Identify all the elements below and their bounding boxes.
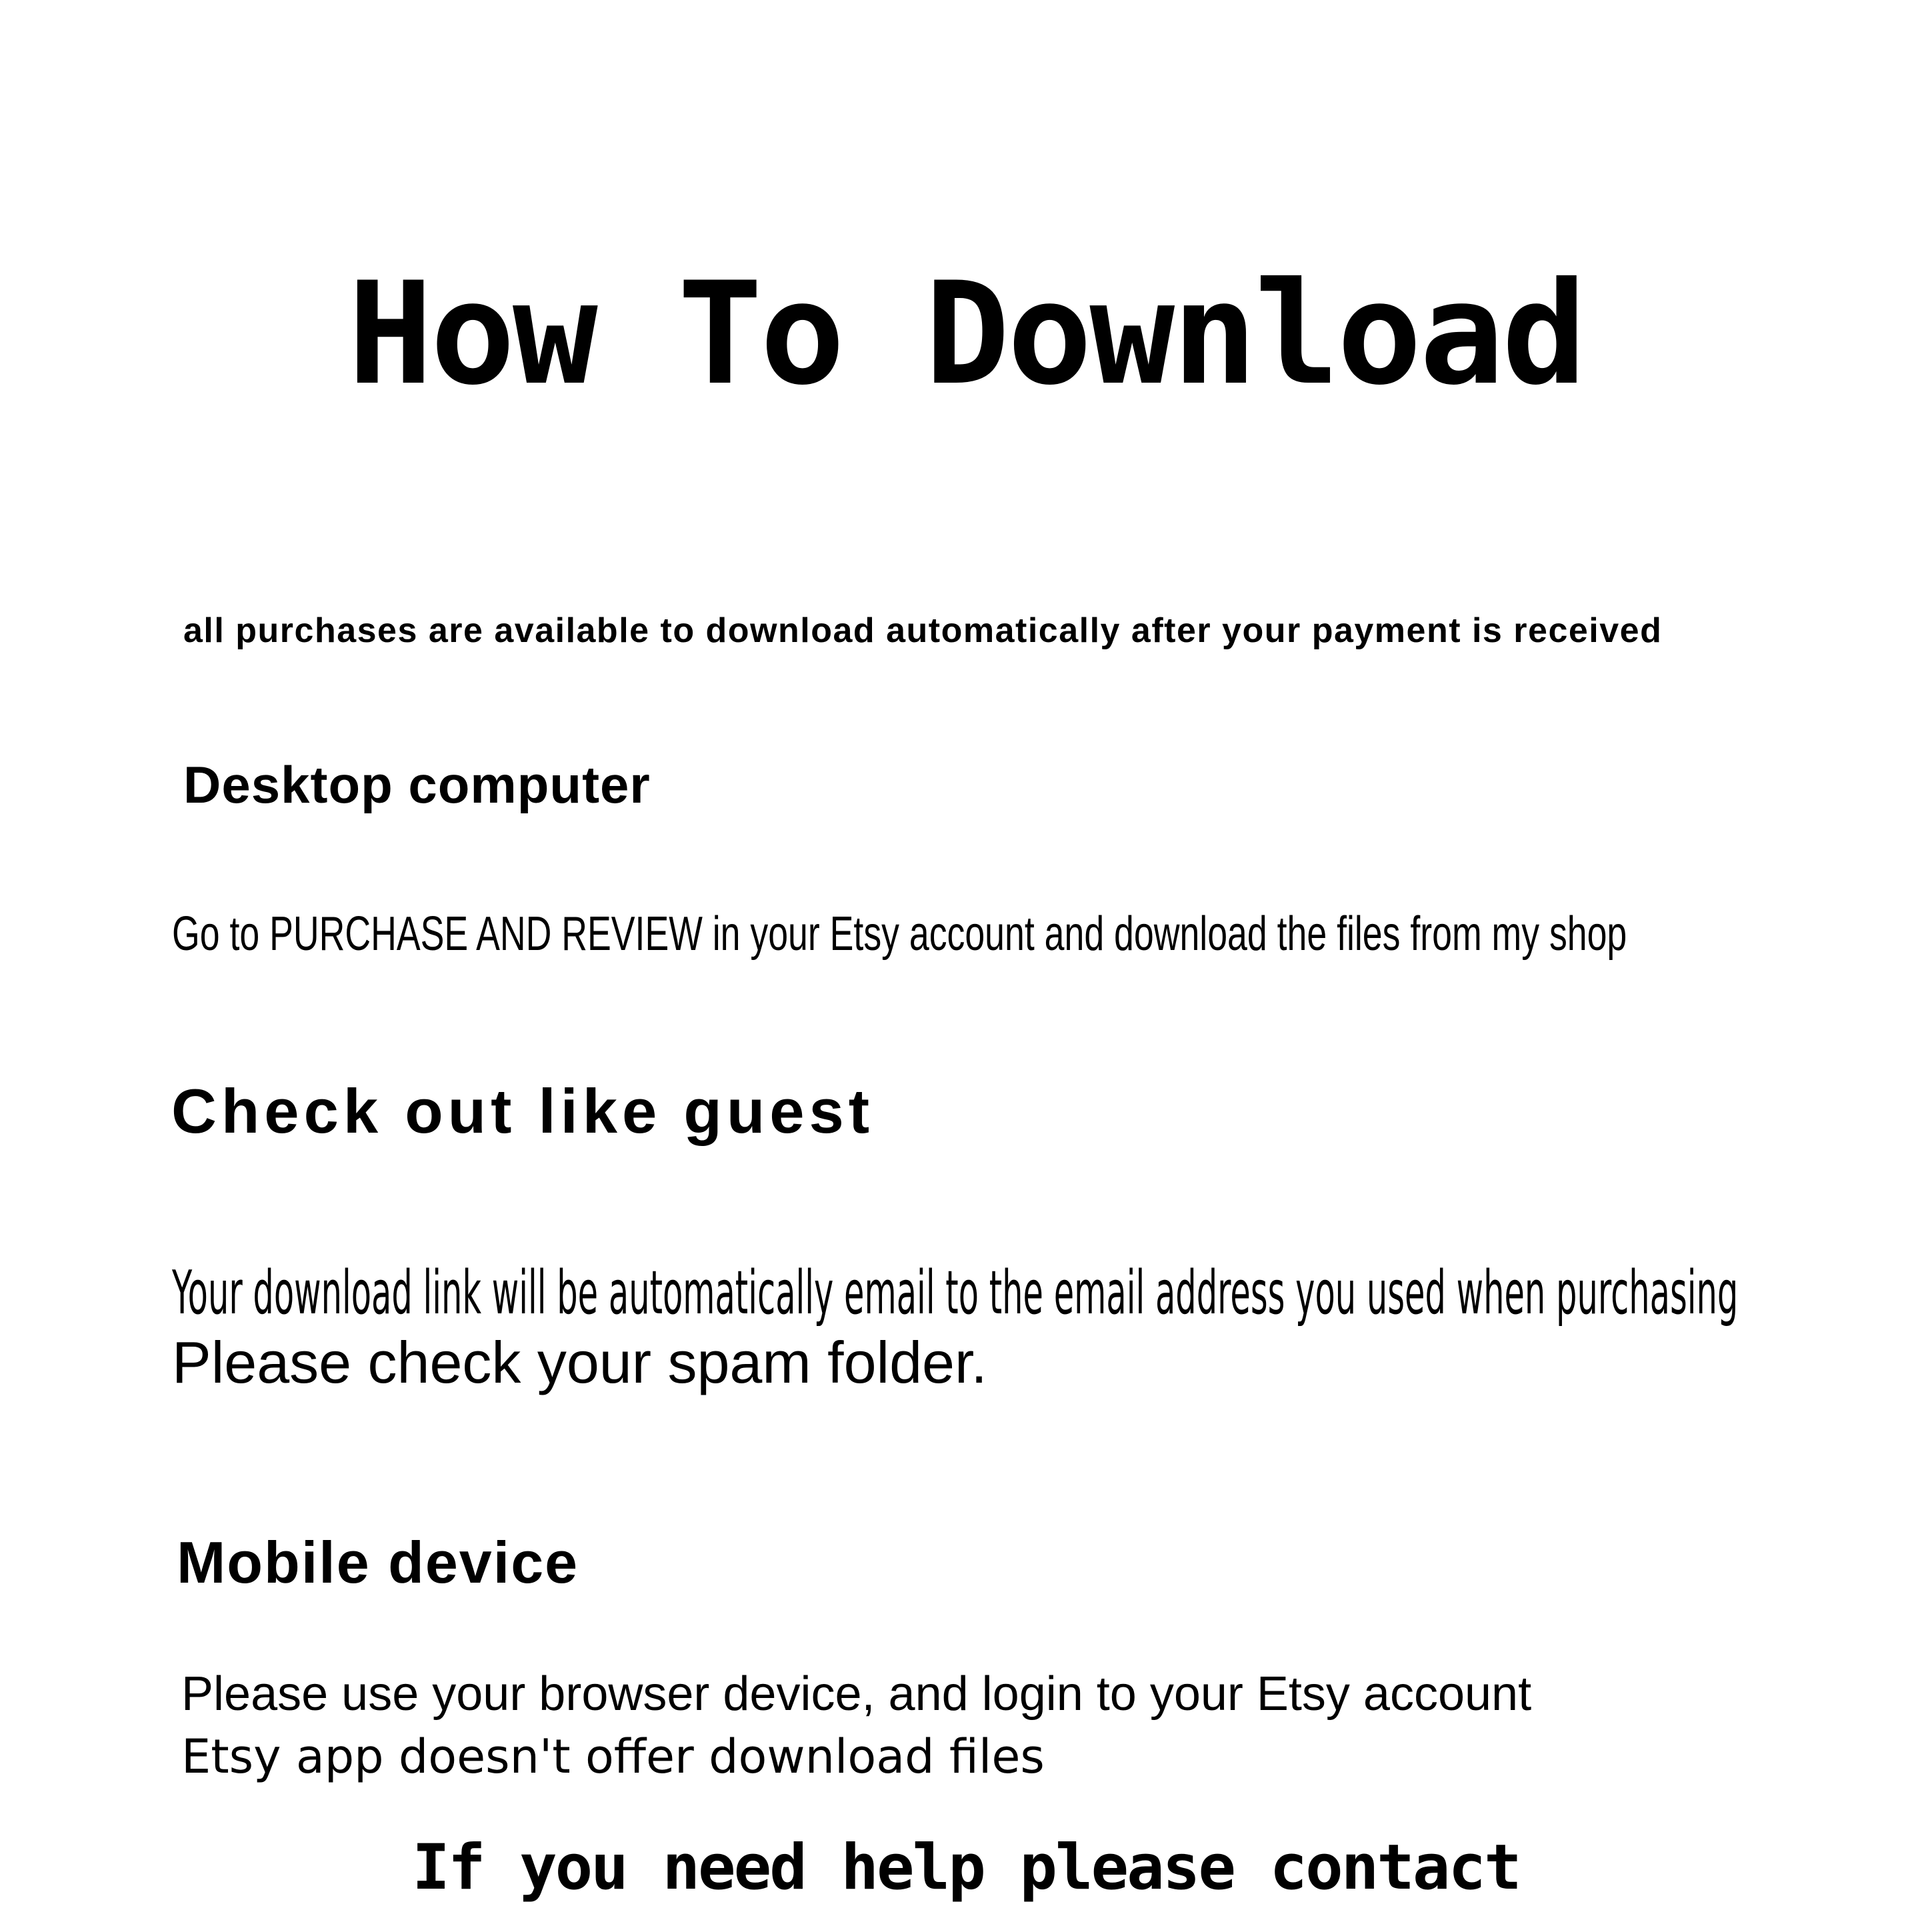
help-contact-text: If you need help please contact: [412, 1831, 1520, 1904]
desktop-instructions: Go to PURCHASE AND REVIEW in your Etsy account and download the files from my shop: [172, 907, 1627, 961]
guest-heading: Check out like guest: [171, 1076, 875, 1146]
desktop-heading: Desktop computer: [183, 755, 651, 814]
mobile-heading: Mobile device: [177, 1529, 579, 1595]
mobile-instructions: Please use your browser device, and login to your Etsy account: [181, 1667, 1532, 1721]
spam-folder-note: Please check your spam folder.: [172, 1329, 987, 1395]
intro-text: all purchases are available to download automatically after your payment is received: [183, 611, 1663, 650]
page-title: How To Download: [347, 251, 1585, 416]
etsy-app-note: Etsy app doesn't offer download files: [181, 1729, 1045, 1784]
guest-instructions: Your download link will be automatically email to the email address you used when purchasing: [172, 1258, 1739, 1328]
